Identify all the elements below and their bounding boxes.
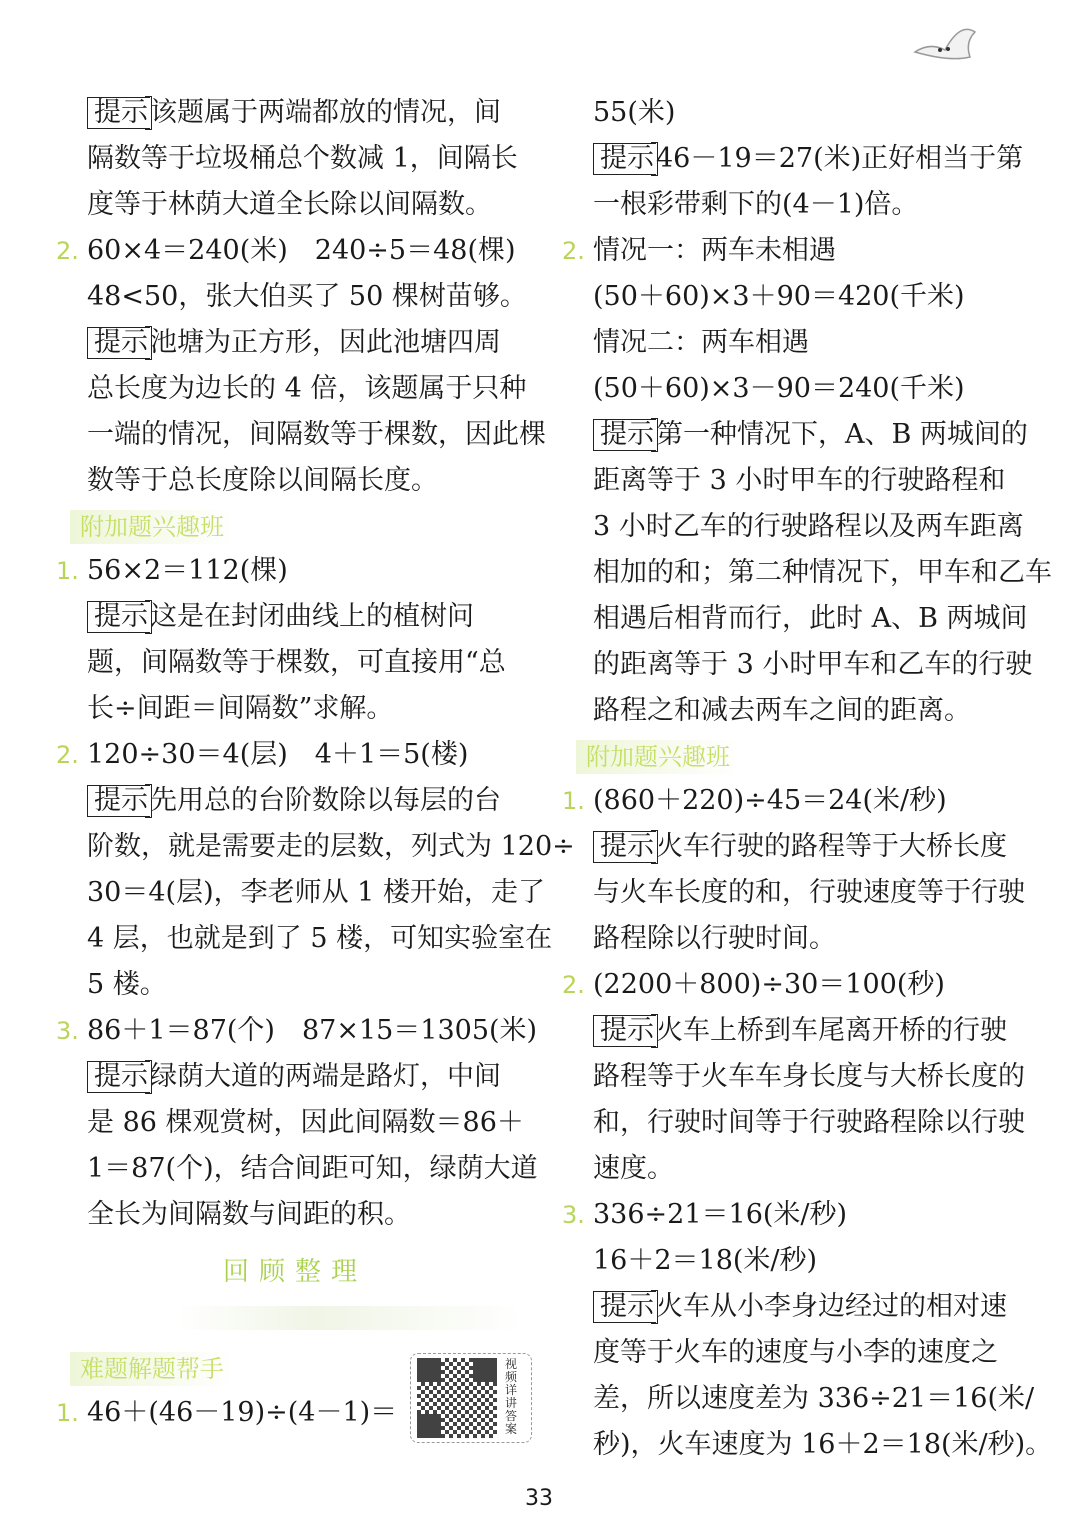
text-line [562,1422,1053,1468]
line-text: 55(米) [593,97,676,128]
text-line [562,1054,1042,1100]
text-line [562,824,1042,870]
text-line [562,412,1042,458]
page-number: 33 [525,1486,553,1511]
text-line [562,870,1042,916]
item-number: 3. [56,1017,79,1045]
line-text: 与火车长度的和，行驶速度等于行驶 [593,877,1025,908]
line-text: 数等于总长度除以间隔长度。 [87,465,438,496]
item-number: 2. [562,971,585,999]
text-line [562,962,1042,1008]
line-text: 火车从小李身边经过的相对速 [656,1291,1007,1322]
text-line [56,640,534,686]
line-text: (50＋60)×3－90＝240(千米) [593,373,965,404]
text-line [562,136,1042,182]
line-text: 相遇后相背而行，此时 A、B 两城间 [593,603,1028,634]
hint-tag: 提示 [87,785,150,817]
text-line [56,228,534,274]
hint-tag: 提示 [87,97,150,129]
line-text: (2200＋800)÷30＝100(秒) [593,969,945,1000]
line-text: 路程之和减去两车之间的距离。 [593,695,971,726]
text-line [562,182,1042,228]
section-heading-bonus: 附加题兴趣班 [70,510,234,544]
text-line [562,1146,1042,1192]
line-text: 86＋1＝87(个) 87×15＝1305(米) [87,1015,538,1046]
item-number: 3. [562,1201,585,1229]
line-text: 1＝87(个)，结合间距可知，绿荫大道 [87,1153,538,1184]
text-line [562,1376,1042,1422]
hint-tag: 提示 [87,327,150,359]
line-text: 30＝4(层)，李老师从 1 楼开始，走了 [87,877,545,908]
line-text: 16＋2＝18(米/秒) [593,1245,818,1276]
line-text: 和，行驶时间等于行驶路程除以行驶 [593,1107,1025,1138]
line-text: 120÷30＝4(层) 4＋1＝5(楼) [87,739,469,770]
text-line [562,596,1042,642]
text-line [562,1284,1042,1330]
line-text: 是 86 棵观赏树，因此间隔数＝86＋ [87,1107,524,1138]
line-text: 46＋(46－19)÷(4－1)＝ [87,1397,398,1428]
text-line [562,228,1042,274]
line-text: 情况一：两车未相遇 [593,235,836,266]
line-text: 这是在封闭曲线上的植树问 [150,601,474,632]
line-text: 度等于林荫大道全长除以间隔数。 [87,189,492,220]
text-line [56,458,534,504]
line-text: 度等于火车的速度与小李的速度之 [593,1337,998,1368]
qr-label: 视频详讲答案 [505,1357,518,1436]
hint-tag: 提示 [87,1061,150,1093]
line-text: 相加的和；第二种情况下，甲车和乙车 [593,557,1052,588]
text-line [562,778,1042,824]
review-divider [176,1306,524,1330]
line-text: 总长度为边长的 4 倍，该题属于只种 [87,373,527,404]
qr-code-icon [417,1358,497,1438]
hint-tag: 提示 [593,1015,656,1047]
line-text: 先用总的台阶数除以每层的台 [150,785,501,816]
text-line [56,824,575,870]
item-number: 2. [56,741,79,769]
line-text: 一端的情况，间隔数等于棵数，因此棵 [87,419,546,450]
line-text: 路程等于火车车身长度与大桥长度的 [593,1061,1025,1092]
line-text: 隔数等于垃圾桶总个数减 1，间隔长 [87,143,518,174]
line-text: (50＋60)×3＋90＝420(千米) [593,281,965,312]
line-text: 速度。 [593,1153,674,1184]
line-text: 长÷间距＝间隔数”求解。 [87,693,394,724]
text-line [56,594,534,640]
section-heading-helper: 难题解题帮手 [70,1352,234,1386]
text-line [56,274,534,320]
text-line [56,732,534,778]
hint-tag: 提示 [593,419,656,451]
text-line [56,1008,538,1054]
text-line [56,686,534,732]
text-line [562,1238,1042,1284]
text-line [56,1146,538,1192]
item-number: 1. [56,1399,79,1427]
hint-tag: 提示 [593,143,656,175]
line-text: (860＋220)÷45＝24(米/秒) [593,785,947,816]
text-line [562,1100,1042,1146]
section-heading-bonus-right: 附加题兴趣班 [576,740,740,774]
line-text: 火车上桥到车尾离开桥的行驶 [656,1015,1007,1046]
text-line [562,274,1042,320]
line-text: 48<50，张大伯买了 50 棵树苗够。 [87,281,527,312]
line-text: 路程除以行驶时间。 [593,923,836,954]
mascot-illustration [910,12,980,62]
right-column [562,90,1053,1468]
text-line [562,458,1042,504]
line-text: 一根彩带剩下的(4－1)倍。 [593,189,919,220]
line-text: 56×2＝112(棵) [87,555,288,586]
line-text: 题，间隔数等于棵数，可直接用“总 [87,647,506,678]
text-line [562,550,1052,596]
text-line [56,136,534,182]
review-title: 回顾整理 [222,1257,367,1287]
text-line [562,504,1042,550]
line-text: 情况二：两车相遇 [593,327,809,358]
text-line [562,90,1042,136]
text-line [56,366,534,412]
text-line [56,1192,534,1238]
text-line [56,182,534,228]
line-text: 距离等于 3 小时甲车的行驶路程和 [593,465,1006,496]
text-line [562,642,1042,688]
line-text: 60×4＝240(米) 240÷5＝48(棵) [87,235,516,266]
line-text: 阶数，就是需要走的层数，列式为 120÷ [87,831,575,862]
line-text: 46－19＝27(米)正好相当于第 [656,143,1024,174]
qr-code-box[interactable] [410,1353,532,1443]
hint-tag: 提示 [87,601,150,633]
line-text: 秒)，火车速度为 16＋2＝18(米/秒)。 [593,1429,1053,1460]
text-line [562,1008,1042,1054]
text-line [562,366,1042,412]
line-text: 该题属于两端都放的情况，间 [150,97,501,128]
line-text: 池塘为正方形，因此池塘四周 [150,327,501,358]
text-line [562,320,1042,366]
line-text: 的距离等于 3 小时甲车和乙车的行驶 [593,649,1033,680]
text-line [56,90,534,136]
line-text: 336÷21＝16(米/秒) [593,1199,848,1230]
line-text: 3 小时乙车的行驶路程以及两车距离 [593,511,1024,542]
text-line [56,1100,534,1146]
text-line [56,320,534,366]
text-line [562,916,1042,962]
text-line [562,1192,1042,1238]
text-line [562,1330,1042,1376]
item-number: 1. [56,557,79,585]
item-number: 2. [562,237,585,265]
text-line [562,688,1042,734]
line-text: 绿荫大道的两端是路灯，中间 [150,1061,501,1092]
line-text: 5 楼。 [87,969,167,1000]
hint-tag: 提示 [593,1291,656,1323]
text-line [56,916,553,962]
item-number: 2. [56,237,79,265]
text-line [56,870,545,916]
item-number: 1. [562,787,585,815]
text-line [56,412,546,458]
text-line [56,962,534,1008]
line-text: 火车行驶的路程等于大桥长度 [656,831,1007,862]
hint-tag: 提示 [593,831,656,863]
left-column [56,90,575,1436]
text-line [56,778,534,824]
text-line [56,548,534,594]
line-text: 4 层，也就是到了 5 楼，可知实验室在 [87,923,553,954]
line-text: 第一种情况下，A、B 两城间的 [656,419,1028,450]
line-text: 全长为间隔数与间距的积。 [87,1199,411,1230]
text-line [56,1054,534,1100]
line-text: 差，所以速度差为 336÷21＝16(米/ [593,1383,1035,1414]
